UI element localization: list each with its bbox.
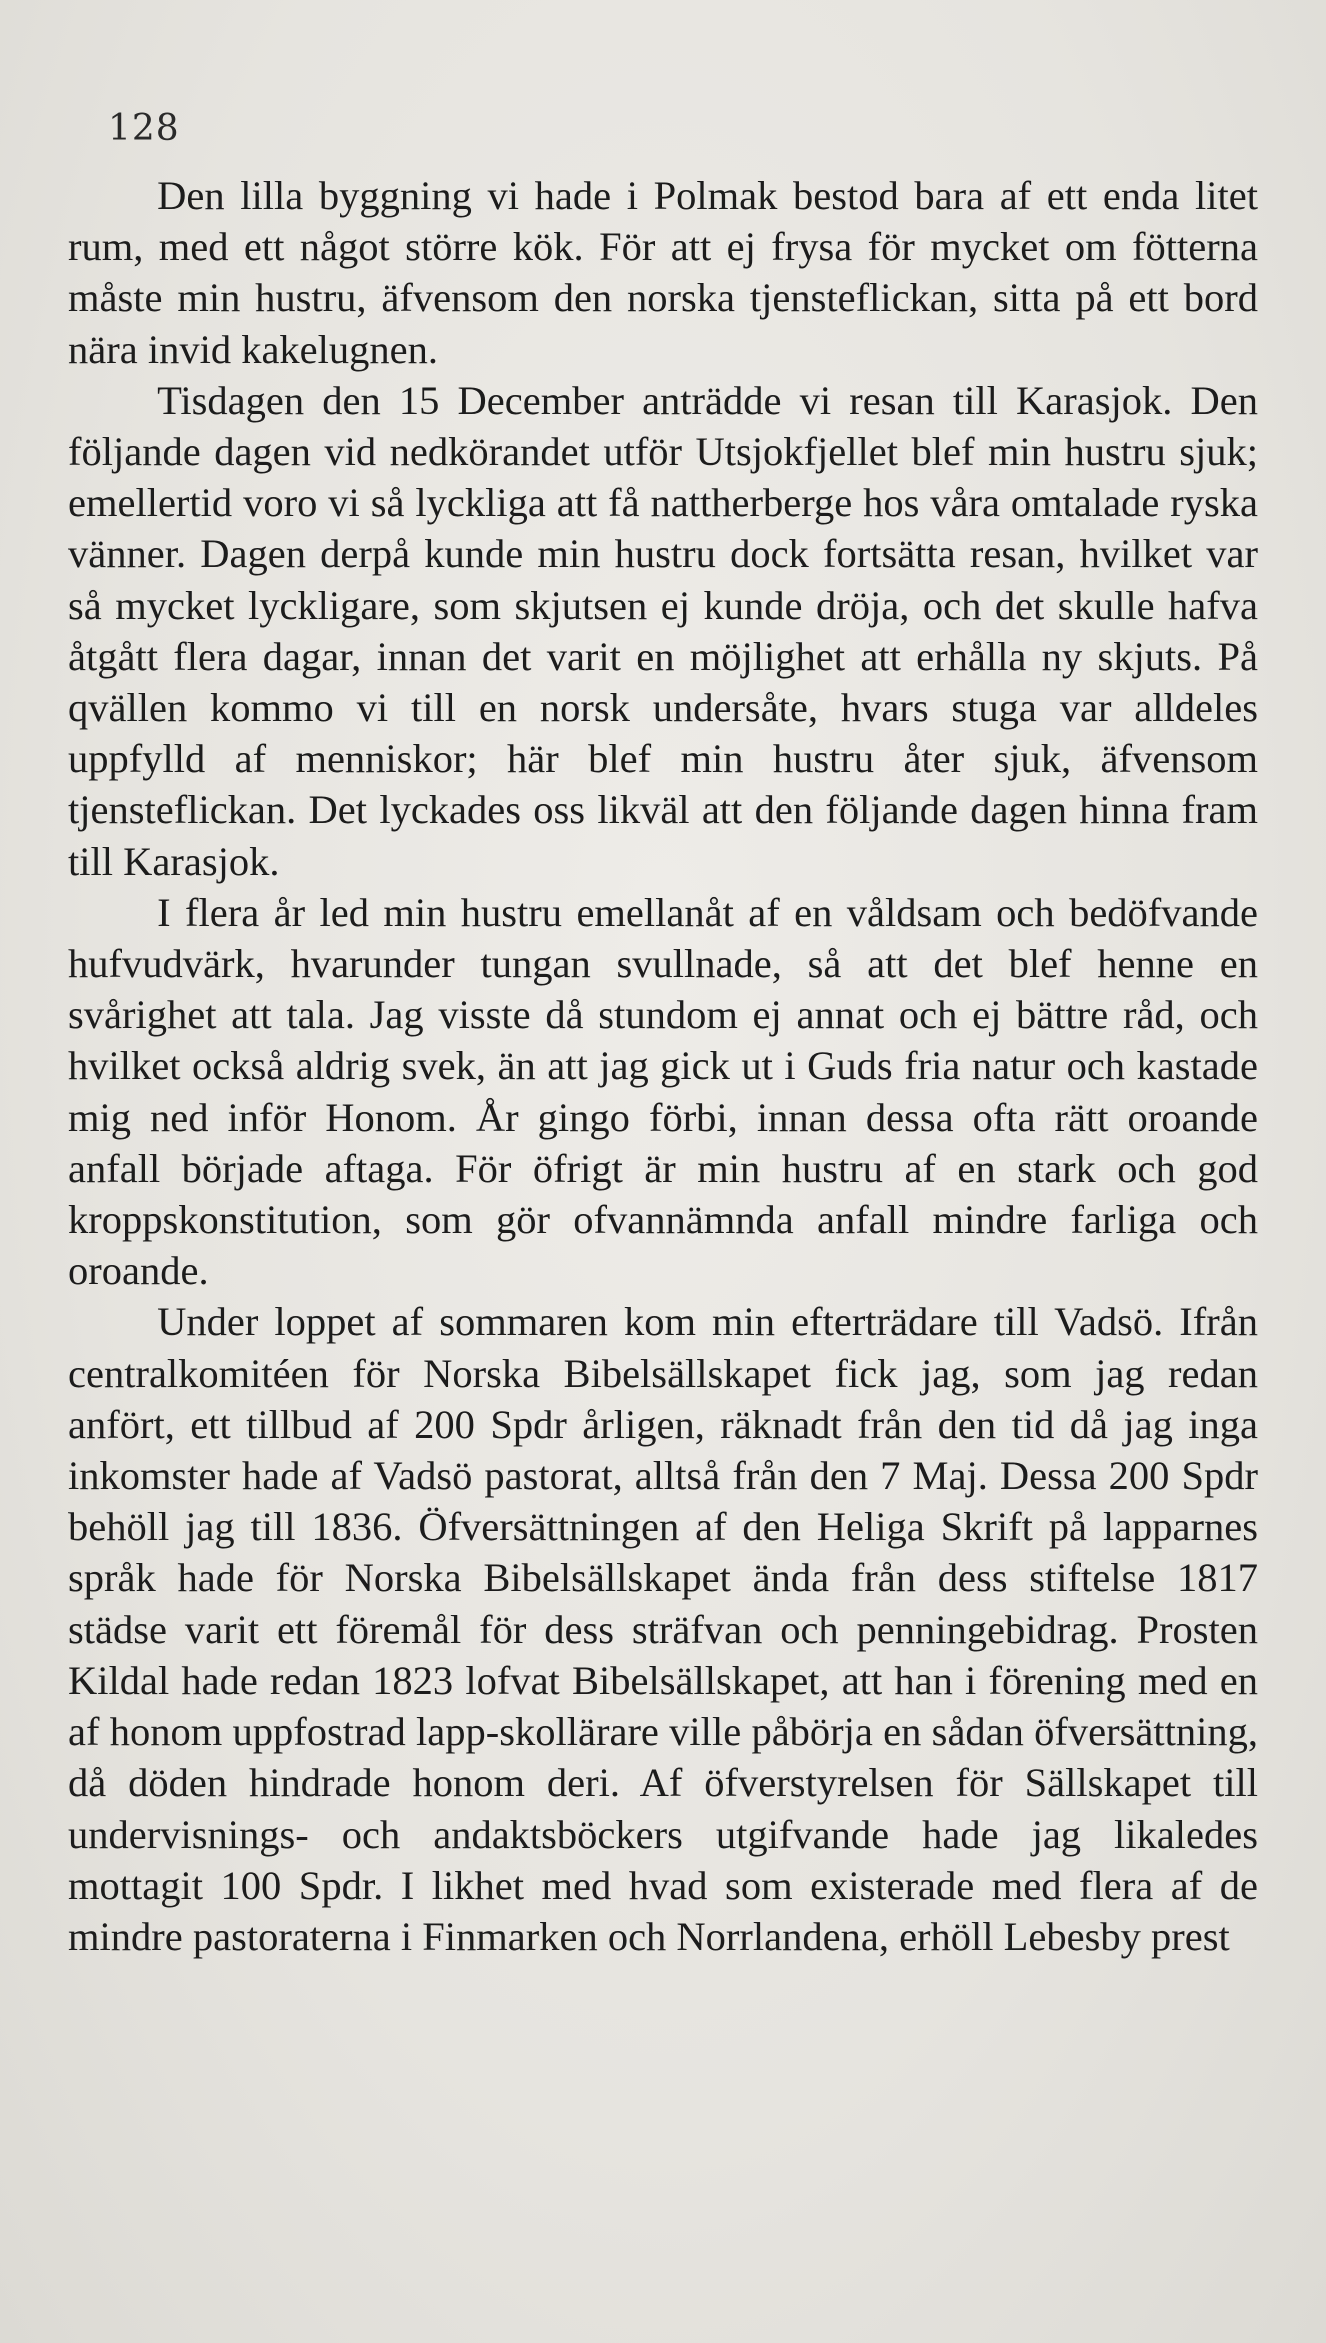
paragraph: Den lilla byggning vi hade i Polmak bestod bara af ett enda litet rum, med ett något större kök. För att ej frysa för mycket om fötterna måste min hustru, äfvensom den norska tjensteflickan, sitta på ett bord nära invid kakelugnen.: [68, 173, 1258, 372]
paragraph: Tisdagen den 15 December anträdde vi resan till Karasjok. Den följande dagen vid nedkörandet utför Utsjokfjellet blef min hustru sjuk; emellertid voro vi så lyckliga att få nattherberge hos våra omtalade ryska vänner. Dagen derpå kunde min hustru dock fortsätta resan, hvilket var så mycket lyckligare, som skjutsen ej kunde dröja, och det skulle hafva åtgått flera dagar, innan det varit en möjlighet att erhålla ny skjuts. På qvällen kommo vi till en norsk undersåte, hvars stuga var alldeles uppfylld af menniskor; här blef min hustru åter sjuk, äfvensom tjensteflickan. Det lyckades oss likväl att den följande dagen hinna fram till Karasjok.: [68, 377, 1258, 884]
body-text: [68, 170, 1258, 1962]
page-number: 128: [108, 108, 180, 149]
paragraph: I flera år led min hustru emellanåt af en våldsam och bedöfvande hufvudvärk, hvarunder tungan svullnade, så att det blef henne en svårighet att tala. Jag visste då stundom ej annat och ej bättre råd, och hvilket också aldrig svek, än att jag gick ut i Guds fria natur och kastade mig ned inför Honom. År gingo förbi, innan dessa ofta rätt oroande anfall började aftaga. För öfrigt är min hustru af en stark och god kroppskonstitution, som gör ofvannämnda anfall mindre farliga och oroande.: [68, 889, 1258, 1294]
paragraph: Under loppet af sommaren kom min efterträdare till Vadsö. Ifrån centralkomitéen för Norska Bibelsällskapet fick jag, som jag redan anfört, ett tillbud af 200 Spdr årligen, räknadt från den tid då jag inga inkomster hade af Vadsö pastorat, alltså från den 7 Maj. Dessa 200 Spdr behöll jag till 1836. Öfversättningen af den Heliga Skrift på lapparnes språk hade för Norska Bibelsällskapet ända från dess stiftelse 1817 städse varit ett föremål för dess sträfvan och penningebidrag. Prosten Kildal hade redan 1823 lofvat Bibelsällskapet, att han i förening med en af honom uppfostrad lapp-skollärare ville påbörja en sådan öfversättning, då döden hindrade honom deri. Af öfverstyrelsen för Sällskapet till undervisnings- och andaktsböckers utgifvande hade jag likaledes mottagit 100 Spdr. I likhet med hvad som existerade med flera af de mindre pastoraterna i Finmarken och Norrlandena, erhöll Lebesby prest: [68, 1299, 1258, 1959]
